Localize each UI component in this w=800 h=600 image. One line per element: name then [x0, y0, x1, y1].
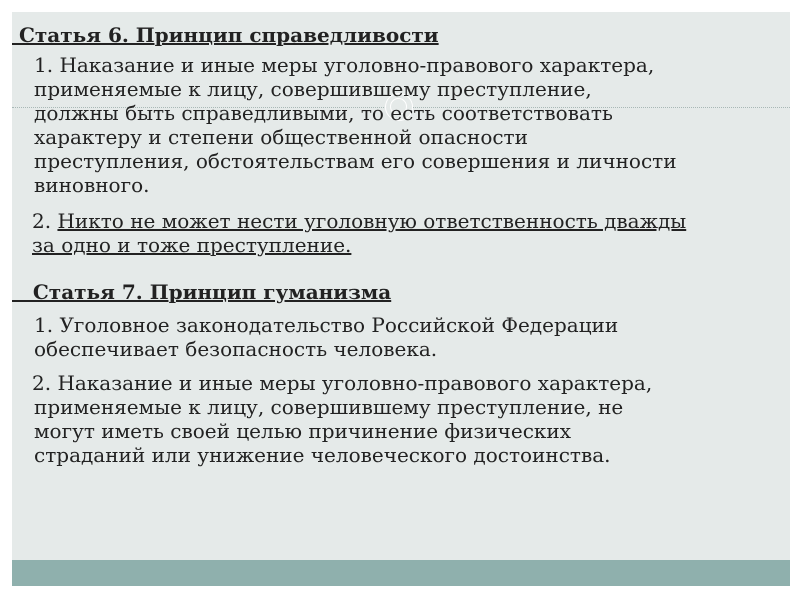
text-line — [32, 233, 784, 257]
bottom-accent-band — [12, 560, 790, 586]
article-6-paragraph-1 — [12, 53, 784, 197]
paragraph-number: 2. — [32, 209, 58, 233]
text-line: страданий или унижение человеческого достоинства. — [34, 443, 611, 467]
text-line: применяемые к лицу, совершившему преступление, не — [34, 395, 624, 419]
text-line: 1. Наказание и иные меры уголовно-правового характера, — [34, 53, 655, 77]
underlined-text: за одно и тоже преступление. — [32, 233, 352, 257]
article-7-heading: Статья 7. Принцип гуманизма — [12, 280, 392, 304]
text-line: применяемые к лицу, совершившему преступление, — [34, 77, 592, 101]
text-line: должны быть справедливыми, то есть соответствовать — [34, 101, 613, 125]
text-line: 1. Уголовное законодательство Российской Федерации — [34, 313, 619, 337]
text-line: преступления, обстоятельствам его совершения и личности — [34, 149, 677, 173]
text-line: характеру и степени общественной опасности — [34, 125, 528, 149]
text-line: 2. Наказание и иные меры уголовно-правового характера, — [32, 371, 653, 395]
text-line — [32, 209, 784, 233]
article-7-paragraph-2 — [12, 371, 784, 467]
text-line: виновного. — [34, 173, 150, 197]
article-7-paragraph-1 — [12, 313, 784, 361]
underlined-text: Никто не может нести уголовную ответственность дважды — [57, 209, 687, 233]
text-line: могут иметь своей целью причинение физических — [34, 419, 572, 443]
slide-content — [12, 22, 784, 467]
article-6-paragraph-2 — [12, 209, 784, 257]
text-line: обеспечивает безопасность человека. — [34, 337, 438, 361]
article-6-heading: Статья 6. Принцип справедливости — [12, 23, 439, 47]
